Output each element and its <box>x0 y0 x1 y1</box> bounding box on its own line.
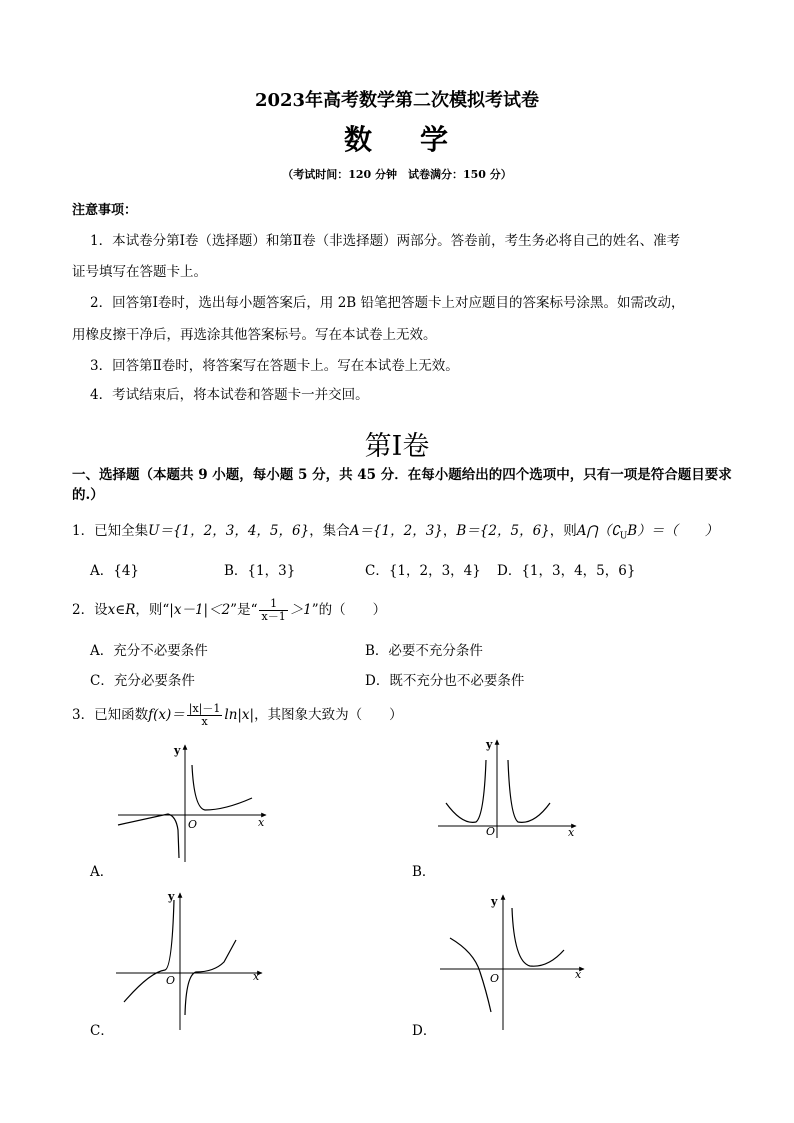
q3-ln: ln|x| <box>224 707 255 723</box>
q2-part: ，则“ <box>135 602 170 618</box>
graph-a-curve-left <box>118 814 179 858</box>
volume-title: 第Ⅰ卷 <box>364 431 430 462</box>
graph-c-x-label: x <box>253 970 260 983</box>
graph-c-origin-label: O <box>166 974 176 987</box>
q2-frac-den: x－1 <box>261 610 286 623</box>
q3-option-d: D． <box>412 1023 437 1039</box>
exam-title: 2023年高考数学第二次模拟考试卷 <box>254 90 540 111</box>
notice-line-1: 1．本试卷分第Ⅰ卷（选择题）和第Ⅱ卷（非选择题）两部分。答卷前，考生务必将自己的姓名、准考 <box>90 233 681 249</box>
q2-option-c: C．充分必要条件 <box>90 673 195 689</box>
q1-part: ，则 <box>549 523 577 539</box>
graph-b-y-label: y <box>486 738 493 751</box>
q3-frac-num: |x|－1 <box>188 702 221 715</box>
notice-line-6: 4．考试结束后，将本试卷和答题卡一并交回。 <box>90 387 369 403</box>
exam-time-info: （考试时间：120 分钟 试卷满分：150 分） <box>282 168 512 181</box>
graph-c <box>116 890 262 1030</box>
graph-d-curve-right <box>512 908 564 966</box>
q3-part: ，其图象大致为（ ） <box>254 707 403 723</box>
q2-frac-num: 1 <box>259 598 287 611</box>
q1-part: 1．已知全集 <box>72 523 149 539</box>
notice-line-4: 用橡皮擦干净后，再选涂其他答案标号。写在本试卷上无效。 <box>72 327 437 343</box>
q1-part: ， <box>442 523 457 539</box>
q3-part: 3．已知函数 <box>72 707 149 723</box>
q2-abs-cond: |x－1|＜2 <box>169 602 231 618</box>
q3-func: f(x)＝ <box>148 707 185 723</box>
q1-part: ，集合 <box>309 523 350 539</box>
graph-b-curve-left <box>446 760 486 822</box>
q3-option-c: C． <box>90 1023 114 1039</box>
q1-set-u: U＝{1，2，3，4，5，6} <box>148 523 310 539</box>
q2-option-b: B．必要不充分条件 <box>365 643 483 659</box>
q3-frac-den: x <box>201 715 208 728</box>
graph-b-curve-right <box>508 760 550 822</box>
q2-option-a: A．充分不必要条件 <box>90 643 208 659</box>
graph-a-origin-label: O <box>188 818 198 831</box>
graph-a-y-label: y <box>174 744 181 757</box>
q1-set-a: A＝{1，2，3} <box>349 523 443 539</box>
notice-line-3: 2．回答第Ⅰ卷时，选出每小题答案后，用 2B 铅笔把答题卡上对应题目的答案标号涂黑。如需改动， <box>90 295 685 311</box>
q1-option-b: B．{1，3} <box>224 563 296 579</box>
q3-option-b: B． <box>412 864 436 880</box>
q1-subscript: U <box>619 531 628 542</box>
notice-line-2: 证号填写在答题卡上。 <box>72 264 207 280</box>
q2-part: ”是“ <box>230 602 258 618</box>
graph-b-origin-label: O <box>486 825 496 838</box>
q2-part: ”的（ ） <box>311 602 387 618</box>
q2-part: 2．设 <box>72 602 108 618</box>
subject-char-1: 数 <box>343 123 374 156</box>
graph-c-y-label: y <box>168 890 175 903</box>
graph-a-x-label: x <box>258 816 265 829</box>
graph-c-curve-right <box>185 940 236 1015</box>
q3-option-a: A． <box>90 864 114 880</box>
q1-option-a: A．{4} <box>90 563 140 579</box>
q1-option-d: D．{1，3，4，5，6} <box>497 563 636 579</box>
graph-b-x-label: x <box>568 826 575 839</box>
graph-a-curve-right <box>192 765 252 810</box>
section-heading: 一、选择题（本题共 9 小题，每小题 5 分，共 45 分．在每小题给出的四个选项中，只有一项是符合题目要求的.） <box>72 467 732 503</box>
notice-line-5: 3．回答第Ⅱ卷时，将答案写在答题卡上。写在本试卷上无效。 <box>90 358 459 374</box>
graph-d-origin-label: O <box>490 972 500 985</box>
q1-option-c: C．{1，2，3，4} <box>365 563 481 579</box>
q2-cond-x: x∈R <box>107 602 136 618</box>
graph-d-y-label: y <box>491 895 498 908</box>
subject-char-2: 学 <box>420 123 451 156</box>
q2-option-d: D．既不充分也不必要条件 <box>365 673 525 689</box>
graph-d <box>440 895 584 1030</box>
notice-heading: 注意事项： <box>72 203 138 218</box>
q1-set-b: B＝{2，5，6} <box>456 523 550 539</box>
graph-d-x-label: x <box>575 968 582 981</box>
graph-d-curve-left <box>450 938 491 1012</box>
graph-a <box>118 744 266 862</box>
graph-b <box>438 738 576 839</box>
q1-expression-end: B）＝（ ） <box>627 523 719 539</box>
q1-expression: A⋂（∁ <box>576 523 620 539</box>
q2-ineq: ＞1 <box>289 602 312 618</box>
